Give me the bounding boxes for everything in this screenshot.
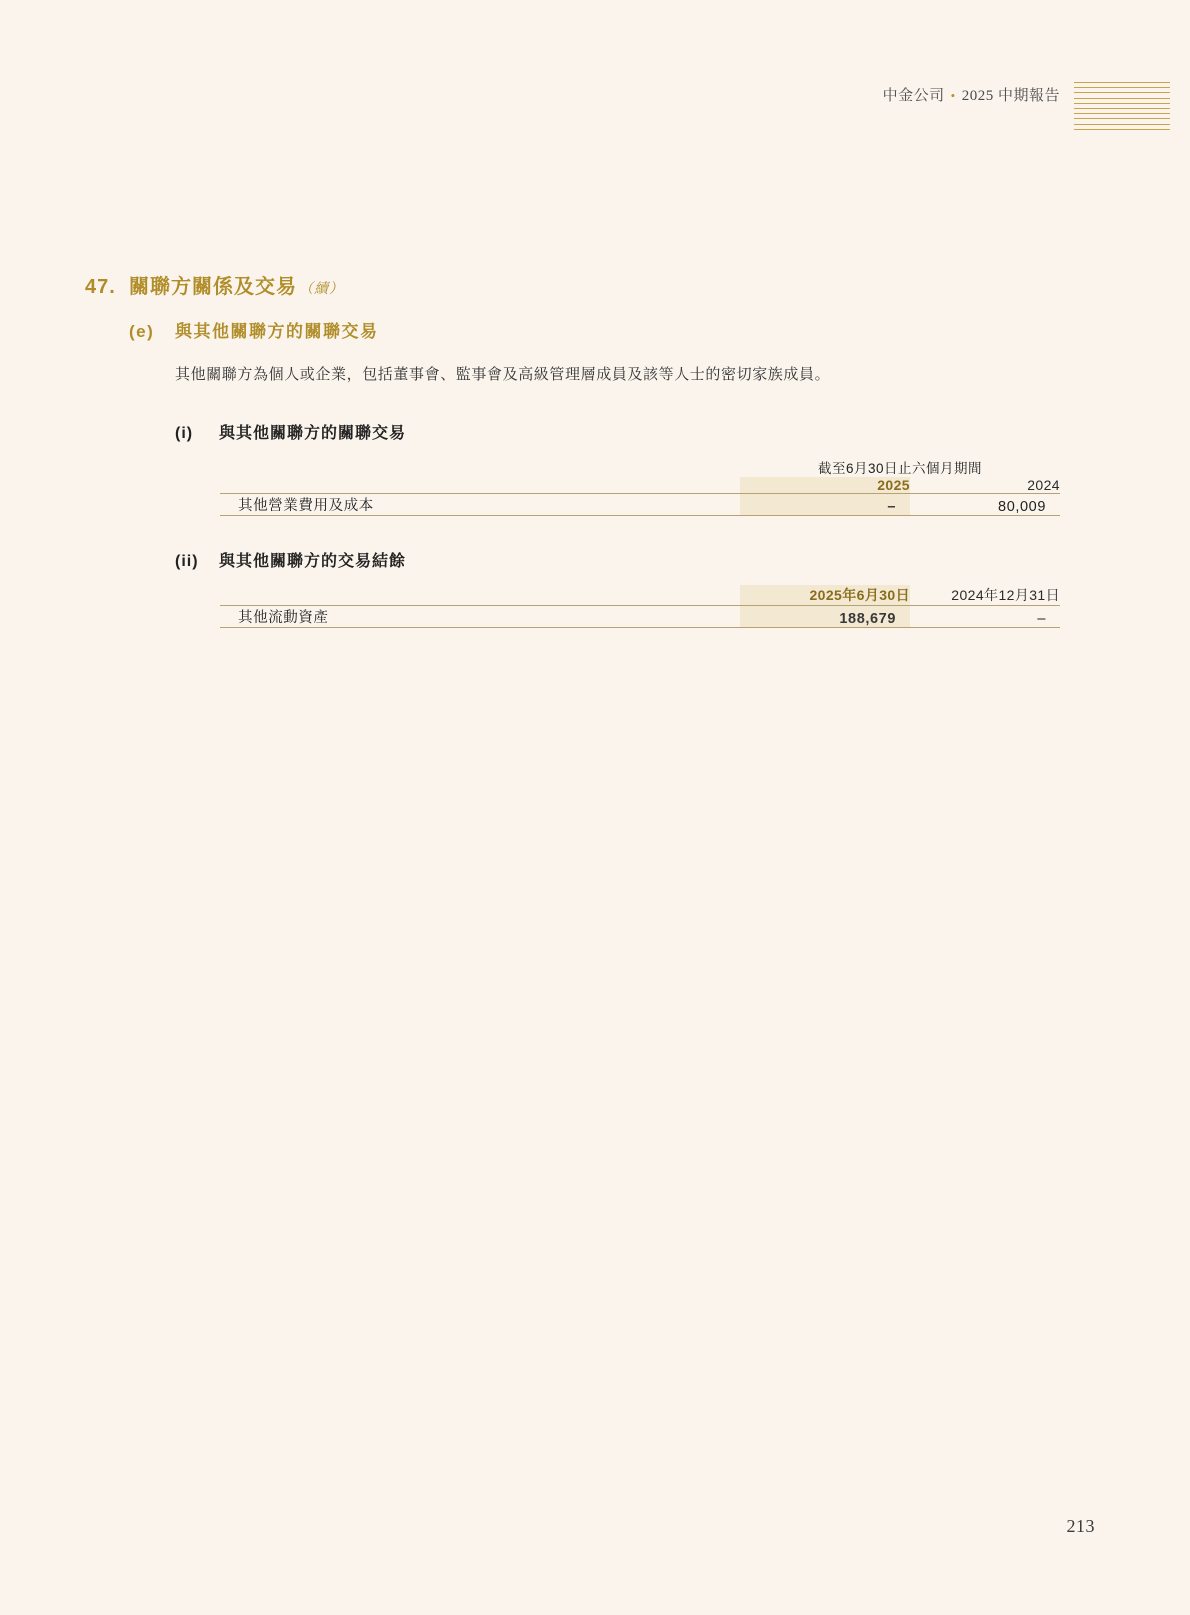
subitem-i-caption: 與其他關聯方的關聯交易 [219,424,407,442]
table-i-column-header-row [220,477,1060,494]
table-ii-column-header-row [220,585,1060,606]
table-i-span-header-row [220,457,1060,477]
table-i-row-value-2024: 80,009 [998,498,1046,515]
page-header [883,84,1060,105]
table-i-col-2024: 2024 [1027,476,1060,493]
page-content [85,270,1085,628]
table-i-span-header: 截至6月30日止六個月期間 [817,460,983,476]
table-related-party-transactions [220,457,1060,516]
table-ii-wrapper [220,585,1060,628]
header-company: 中金公司 [882,88,945,104]
table-i-col-2025: 2025 [740,477,910,494]
subitem-i-roman: (i) [175,424,194,442]
page-number: 213 [1066,1516,1095,1536]
table-related-party-balances [220,585,1060,628]
subitem-i [175,420,1085,443]
header-decoration-stripes [1074,82,1170,132]
table-ii-row-value-2025: 188,679 [740,606,910,628]
table-ii-row-value-2024: – [1037,610,1046,627]
header-report: 2025 中期報告 [961,88,1060,104]
section-number: 47. [85,276,116,298]
section-heading-text: 關聯方關係及交易 [129,276,297,298]
table-ii-col-2024: 2024年12月31日 [951,586,1060,603]
intro-paragraph: 其他關聯方為個人或企業，包括董事會、監事會及高級管理層成員及該等人士的密切家族成員。 [175,366,831,383]
table-ii-col-2025: 2025年6月30日 [740,585,910,606]
section-title [85,270,1085,299]
table-row [220,606,1060,628]
table-row [220,494,1060,516]
subitem-ii-caption: 與其他關聯方的交易結餘 [219,552,407,570]
table-i-row-value-2025: – [740,494,910,516]
subsection-label: (e) [129,322,155,341]
header-separator: • [950,88,956,103]
subitem-ii [175,548,1085,571]
subsection-title: 與其他關聯方的關聯交易 [175,322,379,341]
table-ii-bottom-rule [220,627,1060,628]
subsection-e [129,317,1085,342]
table-ii-row-label: 其他流動資產 [238,609,329,626]
table-i-row-label: 其他營業費用及成本 [238,497,374,514]
section-continued-mark: （續） [299,280,344,296]
table-i-wrapper [220,457,1060,516]
subitem-ii-roman: (ii) [175,552,199,570]
table-i-bottom-rule [220,515,1060,516]
